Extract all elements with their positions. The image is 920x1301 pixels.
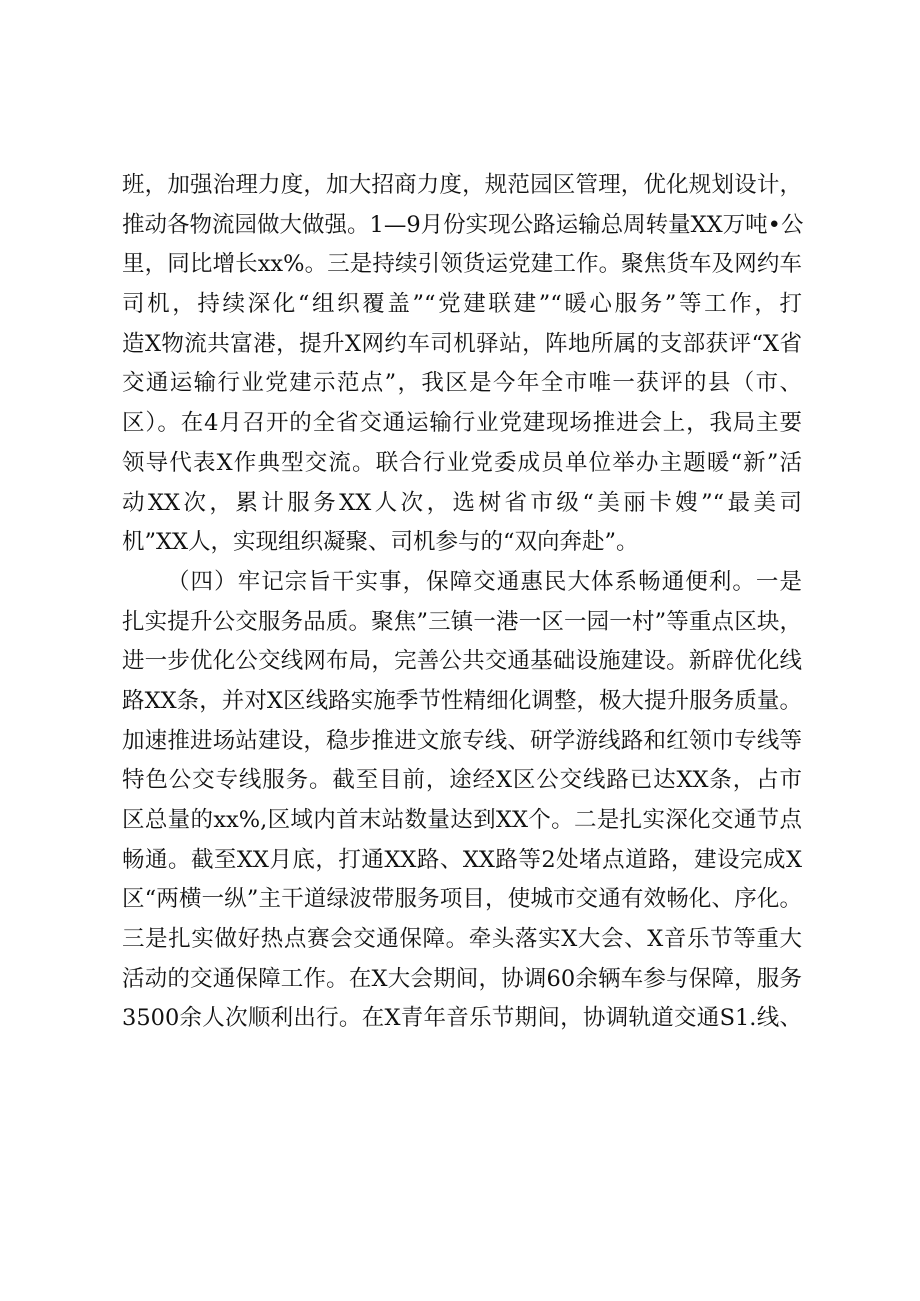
text-line: 畅通。截至XX月底，打通XX路、XX路等2处堵点道路，建设完成X <box>122 846 802 873</box>
text-line: 路XX条，并对X区线路实施季节性精细化调整，极大提升服务质量。 <box>122 687 802 714</box>
text-line: 司机，持续深化“组织覆盖”“党建联建”“暖心服务”等工作，打 <box>122 291 802 318</box>
text-line: 里，同比增长xx%。三是持续引领货运党建工作。聚焦货车及网约车 <box>122 251 802 278</box>
text-line: 区）。在4月召开的全省交通运输行业党建现场推进会上，我局主要 <box>122 410 802 437</box>
text-line: 加速推进场站建设，稳步推进文旅专线、研学游线路和红领巾专线等 <box>122 727 802 754</box>
text-line: 3500余人次顺利出行。在X青年音乐节期间，协调轨道交通S1.线、 <box>122 1005 802 1032</box>
text-line: 扎实提升公交服务品质。聚焦”三镇一港一区一园一村”等重点区块， <box>122 608 802 635</box>
text-line: 区总量的xx%,区域内首末站数量达到XX个。二是扎实深化交通节点 <box>122 807 802 833</box>
section-heading-line: （四）牢记宗旨干实事，保障交通惠民大体系畅通便利。一是 <box>167 568 802 595</box>
text-line: 造X物流共富港，提升X网约车司机驿站，阵地所属的支部获评“X省 <box>122 330 802 357</box>
body-text <box>122 166 802 1039</box>
text-line: 三是扎实做好热点赛会交通保障。牵头落实X大会、X音乐节等重大 <box>122 926 802 953</box>
text-line: 推动各物流园做大做强。1—9月份实现公路运输总周转量XX万吨•公 <box>122 211 804 238</box>
text-line: 领导代表X作典型交流。联合行业党委成员单位举办主题暖“新”活 <box>122 449 802 476</box>
text-line: 动XX次，累计服务XX人次，选树省市级“美丽卡嫂”“最美司 <box>122 489 802 516</box>
text-line: 班，加强治理力度，加大招商力度，规范园区管理，优化规划设计， <box>122 172 802 198</box>
text-line: 特色公交专线服务。截至目前，途经X区公交线路已达XX条，占市 <box>122 767 802 794</box>
text-line: 进一步优化公交线网布局，完善公共交通基础设施建设。新辟优化线 <box>122 648 802 675</box>
text-line: 机”XX人，实现组织凝聚、司机参与的“双向奔赴”。 <box>122 529 639 556</box>
text-line: 活动的交通保障工作。在X大会期间，协调60余辆车参与保障，服务 <box>122 965 802 992</box>
text-line: 区“两横一纵”主干道绿波带服务项目，使城市交通有效畅化、序化。 <box>122 886 802 913</box>
text-line: 交通运输行业党建示范点”，我区是今年全市唯一获评的县（市、 <box>122 370 802 397</box>
